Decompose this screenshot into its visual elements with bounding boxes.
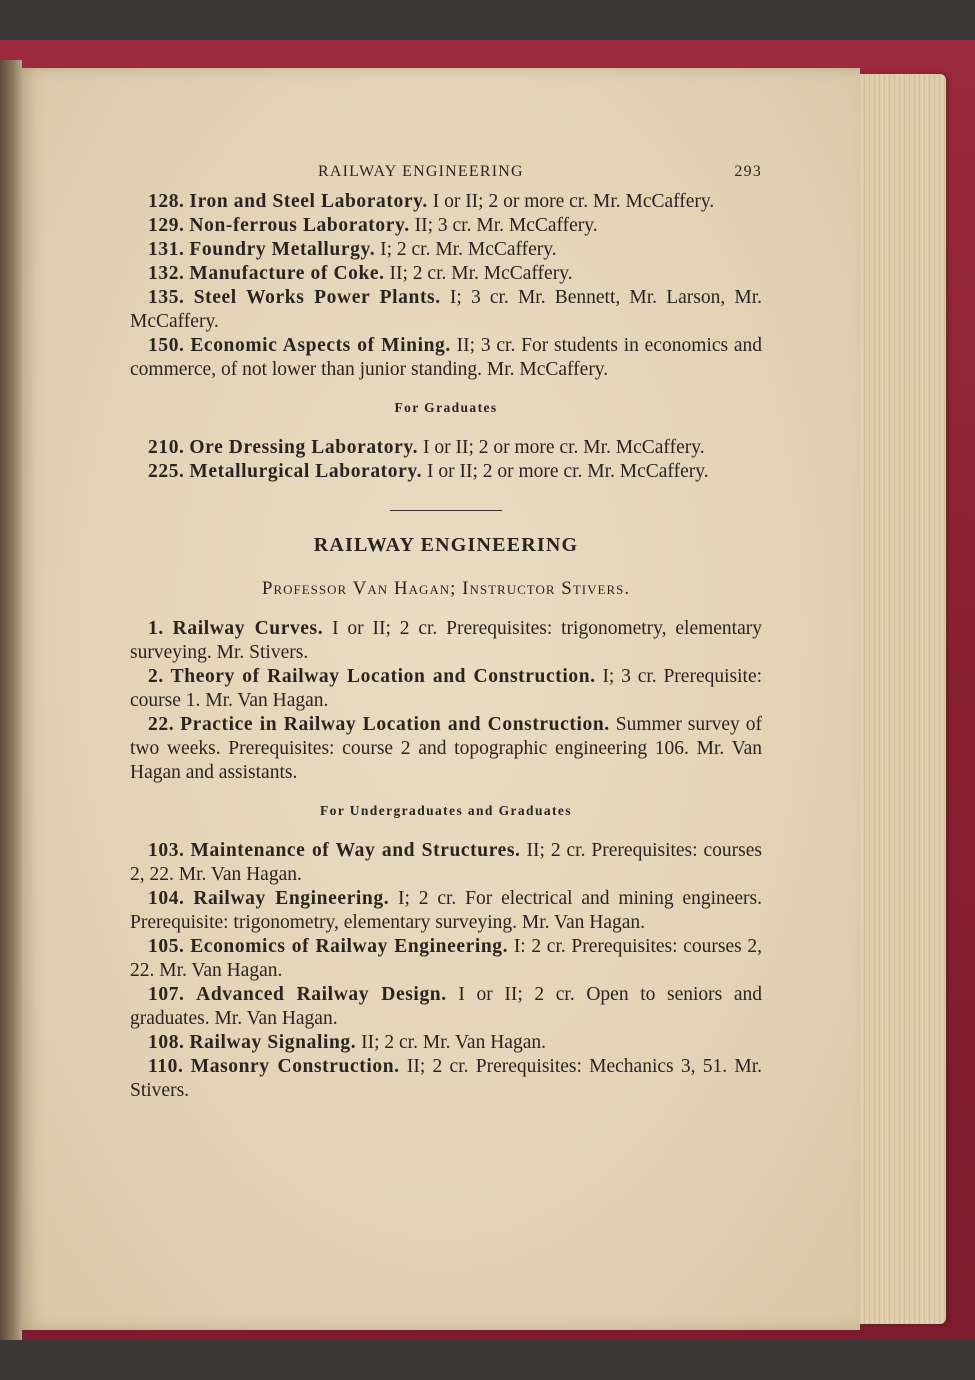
course-details: II; 2 cr. Mr. Van Hagan. <box>361 1032 546 1053</box>
course-details: II; 3 cr. For students in economics and commerce, of not lower than junior standing. Mr. McCaffery. <box>130 335 763 380</box>
course-number: 22. <box>148 714 175 735</box>
course-list-top <box>130 190 762 382</box>
course-details: II; 3 cr. Mr. McCaffery. <box>414 215 598 236</box>
course-entry <box>130 617 762 665</box>
course-entry <box>130 334 762 382</box>
course-title: Theory of Railway Location and Construction. <box>170 666 596 687</box>
running-head-title: RAILWAY ENGINEERING <box>318 163 524 180</box>
course-entry <box>130 713 762 785</box>
course-entry <box>130 238 762 262</box>
course-entry <box>130 665 762 713</box>
course-details: I; 3 cr. Prerequisite: course 1. Mr. Van Hagan. <box>130 666 763 711</box>
course-number: 210. <box>148 437 185 458</box>
book-spine-edge <box>0 60 22 1340</box>
department-title: RAILWAY ENGINEERING <box>313 534 579 556</box>
course-title: Iron and Steel Laboratory. <box>189 191 428 212</box>
course-title: Steel Works Power Plants. <box>193 287 441 308</box>
course-details: I; 3 cr. Mr. Bennett, Mr. Larson, Mr. McCaffery. <box>130 287 763 332</box>
course-number: 107. <box>148 984 185 1005</box>
course-title: Practice in Railway Location and Construction. <box>180 714 610 735</box>
course-details: I or II; 2 or more cr. Mr. McCaffery. <box>423 437 705 458</box>
course-entry <box>130 214 762 238</box>
course-title: Non-ferrous Laboratory. <box>189 215 410 236</box>
course-title: Foundry Metallurgy. <box>189 239 376 260</box>
course-entry <box>130 262 762 286</box>
course-details: I; 2 cr. Mr. McCaffery. <box>380 239 557 260</box>
course-entry <box>130 887 762 935</box>
course-number: 128. <box>148 191 185 212</box>
course-number: 129. <box>148 215 185 236</box>
course-details: Summer survey of two weeks. Prerequisites: course 2 and topographic engineering 106. Mr. Van Hagan and assistants. <box>130 714 763 783</box>
page-edges <box>846 74 946 1324</box>
course-number: 1. <box>148 618 164 639</box>
course-entry <box>130 1031 762 1055</box>
course-details: I; 2 cr. For electrical and mining engineers. Prerequisite: trigonometry, elementary surveying. Mr. Van Hagan. <box>130 888 763 933</box>
course-number: 103. <box>148 840 185 861</box>
course-title: Metallurgical Laboratory. <box>189 461 423 482</box>
course-entry <box>130 190 762 214</box>
course-details: II; 2 cr. Prerequisites: Mechanics 3, 51. Mr. Stivers. <box>130 1056 763 1101</box>
course-details: I or II; 2 or more cr. Mr. McCaffery. <box>432 191 715 212</box>
course-number: 104. <box>148 888 185 909</box>
course-list-railway <box>130 617 762 785</box>
course-title: Advanced Railway Design. <box>196 984 447 1005</box>
course-details: II; 2 cr. Prerequisites: courses 2, 22. Mr. Van Hagan. <box>130 840 762 885</box>
course-entry <box>130 436 762 460</box>
course-number: 105. <box>148 936 185 957</box>
course-number: 2. <box>148 666 164 687</box>
section-subheading-undergrad-graduates: For Undergraduates and Graduates <box>320 803 572 818</box>
course-entry <box>130 839 762 887</box>
page-content <box>130 156 762 1103</box>
course-number: 132. <box>148 263 185 284</box>
course-list-graduates <box>130 436 762 484</box>
course-title: Masonry Construction. <box>190 1056 400 1077</box>
course-number: 225. <box>148 461 185 482</box>
faculty-line: Professor Van Hagan; Instructor Stivers. <box>261 578 631 599</box>
course-number: 135. <box>148 287 185 308</box>
page-number: 293 <box>734 163 762 180</box>
course-entry <box>130 935 762 983</box>
course-entry <box>130 460 762 484</box>
section-subheading-graduates: For Graduates <box>394 400 498 415</box>
course-title: Economics of Railway Engineering. <box>190 936 509 957</box>
course-entry <box>130 983 762 1031</box>
course-title: Manufacture of Coke. <box>189 263 385 284</box>
course-title: Ore Dressing Laboratory. <box>189 437 419 458</box>
course-title: Maintenance of Way and Structures. <box>190 840 521 861</box>
course-details: I or II; 2 cr. Prerequisites: trigonometry, elementary surveying. Mr. Stivers. <box>130 618 762 663</box>
course-title: Railway Engineering. <box>193 888 390 909</box>
course-details: I or II; 2 cr. Open to seniors and graduates. Mr. Van Hagan. <box>130 984 763 1029</box>
course-title: Economic Aspects of Mining. <box>190 335 451 356</box>
course-number: 108. <box>148 1032 185 1053</box>
course-title: Railway Curves. <box>172 618 324 639</box>
course-details: I or II; 2 or more cr. Mr. McCaffery. <box>427 461 709 482</box>
course-entry <box>130 1055 762 1103</box>
course-list-undergrad <box>130 839 762 1103</box>
course-number: 131. <box>148 239 185 260</box>
course-number: 150. <box>148 335 185 356</box>
course-title: Railway Signaling. <box>189 1032 357 1053</box>
section-divider <box>390 510 502 511</box>
running-head <box>130 156 762 186</box>
course-details: I: 2 cr. Prerequisites: courses 2, 22. Mr. Van Hagan. <box>130 936 763 981</box>
course-details: II; 2 cr. Mr. McCaffery. <box>389 263 573 284</box>
course-entry <box>130 286 762 334</box>
course-number: 110. <box>148 1056 184 1077</box>
